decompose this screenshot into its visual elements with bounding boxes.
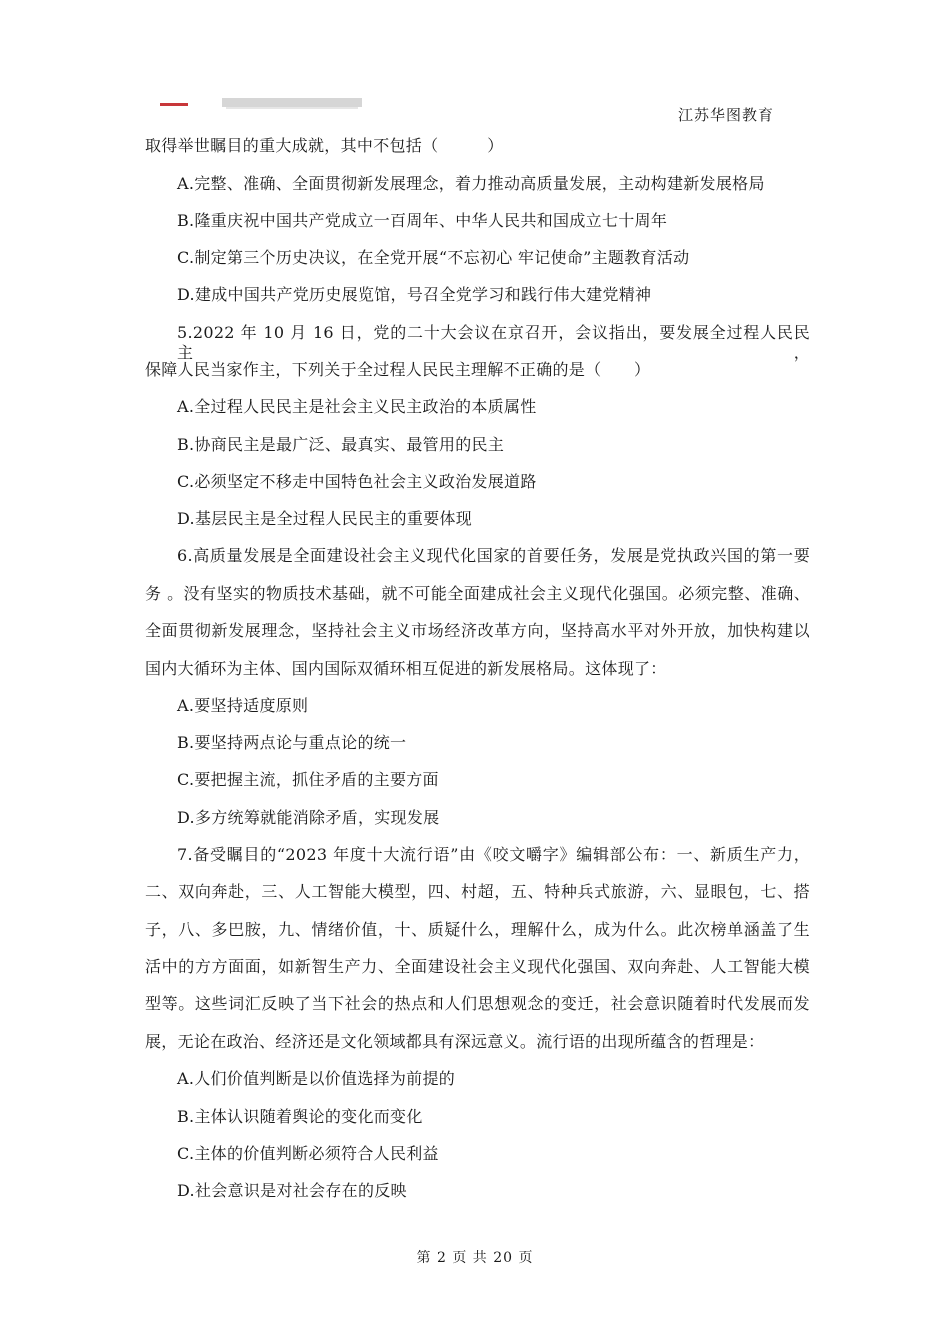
q5-option-d: D.基层民主是全过程人民民主的重要体现	[177, 509, 473, 528]
footer-mid: 页 共	[452, 1250, 488, 1266]
footer-suffix: 页	[518, 1250, 534, 1266]
q6-stem-line2: 务 。没有坚实的物质技术基础，就不可能全面建成社会主义现代化强国。必须完整、准确、	[145, 584, 810, 603]
q4-option-a: A.完整、准确、全面贯彻新发展理念，着力推动高质量发展，主动构建新发展格局	[177, 174, 765, 193]
header-logo-image	[160, 98, 370, 112]
q7-stem-line6: 展，无论在政治、经济还是文化领域都具有深远意义。流行语的出现所蕴含的哲理是：	[145, 1032, 765, 1051]
q6-stem-line3: 全面贯彻新发展理念，坚持社会主义市场经济改革方向，坚持高水平对外开放，加快构建以	[145, 621, 810, 640]
q4-option-b: B.隆重庆祝中国共产党成立一百周年、中华人民共和国成立七十周年	[177, 211, 668, 230]
q5-option-a: A.全过程人民民主是社会主义民主政治的本质属性	[177, 397, 537, 416]
q5-option-c: C.必须坚定不移走中国特色社会主义政治发展道路	[177, 472, 537, 491]
q7-stem-line3: 子，八、多巴胺，九、情绪价值，十、质疑什么，理解什么，成为什么。此次榜单涵盖了生	[145, 920, 810, 939]
q6-option-a: A.要坚持适度原则	[177, 696, 309, 715]
q4-option-d: D.建成中国共产党历史展览馆，号召全党学习和践行伟大建党精神	[177, 285, 652, 304]
q5-stem-line2: 保障人民当家作主，下列关于全过程人民民主理解不正确的是（ ）	[145, 360, 651, 379]
q6-option-d: D.多方统筹就能消除矛盾，实现发展	[177, 808, 440, 827]
q6-option-b: B.要坚持两点论与重点论的统一	[177, 733, 407, 752]
q6-stem-line4: 国内大循环为主体、国内国际双循环相互促进的新发展格局。这体现了：	[145, 659, 667, 678]
q7-stem-line5: 型等。这些词汇反映了当下社会的热点和人们思想观念的变迁，社会意识随着时代发展而发	[145, 994, 810, 1013]
q4-continuation: 取得举世瞩目的重大成就，其中不包括（ ）	[145, 136, 504, 155]
footer-page-number: 2	[436, 1250, 447, 1266]
q7-option-d: D.社会意识是对社会存在的反映	[177, 1181, 407, 1200]
q7-option-b: B.主体认识随着舆论的变化而变化	[177, 1107, 423, 1126]
q5-stem-line1: 5.2022 年 10 月 16 日，党的二十大会议在京召开，会议指出，要发展全过程人民民主，	[177, 323, 810, 362]
q7-stem-line2: 二、双向奔赴，三、人工智能大模型，四、村超，五、特种兵式旅游，六、显眼包，七、搭	[145, 882, 810, 901]
q6-option-c: C.要把握主流，抓住矛盾的主要方面	[177, 770, 439, 789]
q7-option-c: C.主体的价值判断必须符合人民利益	[177, 1144, 439, 1163]
q7-stem-line1: 7.备受瞩目的“2023 年度十大流行语”由《咬文嚼字》编辑部公布：一、新质生产力，	[177, 845, 810, 864]
footer-prefix: 第	[416, 1250, 432, 1266]
header-brand: 江苏华图教育	[677, 106, 774, 124]
q5-option-b: B.协商民主是最广泛、最真实、最管用的民主	[177, 435, 505, 454]
q7-stem-line4: 活中的方方面面，如新智生产力、全面建设社会主义现代化强国、双向奔赴、人工智能大模	[145, 957, 810, 976]
q7-option-a: A.人们价值判断是以价值选择为前提的	[177, 1069, 456, 1088]
page-footer	[0, 1247, 950, 1267]
q4-option-c: C.制定第三个历史决议，在全党开展“不忘初心 牢记使命”主题教育活动	[177, 248, 690, 267]
q6-stem-line1: 6.高质量发展是全面建设社会主义现代化国家的首要任务，发展是党执政兴国的第一要	[177, 546, 810, 565]
footer-total-pages: 20	[493, 1250, 514, 1266]
